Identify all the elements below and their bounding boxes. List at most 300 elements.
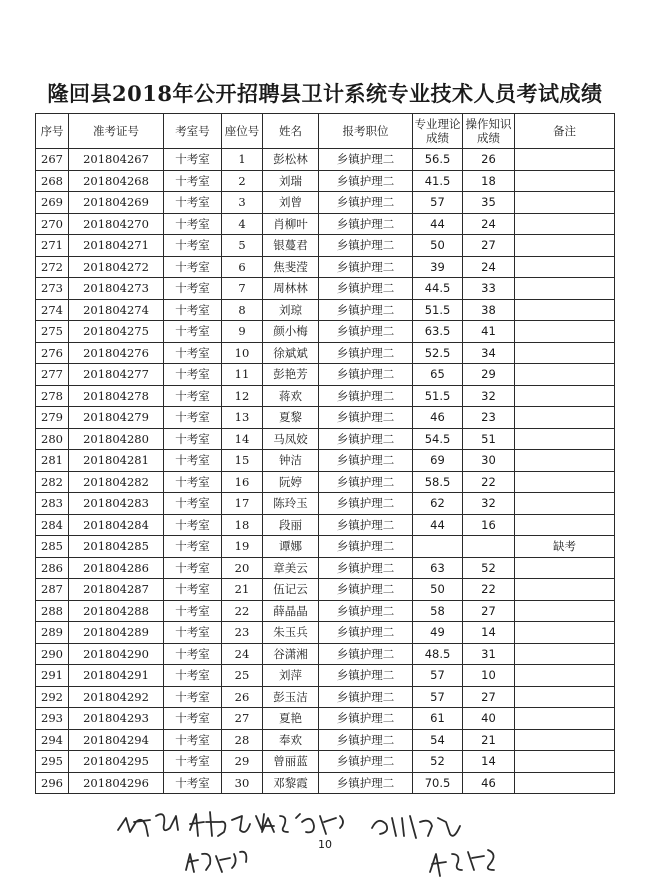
table-row	[36, 213, 615, 235]
cell-ticket-id: 201804281	[69, 450, 164, 472]
cell-practical-score: 27	[463, 600, 515, 622]
cell-theory-score: 63	[413, 557, 463, 579]
table-row	[36, 772, 615, 794]
cell-remarks	[515, 278, 615, 300]
table-row	[36, 256, 615, 278]
cell-theory-score: 57	[413, 192, 463, 214]
cell-theory-score: 50	[413, 579, 463, 601]
cell-room: 十考室	[164, 407, 222, 429]
cell-seat: 9	[222, 321, 263, 343]
cell-theory-score: 69	[413, 450, 463, 472]
cell-seq: 288	[36, 600, 69, 622]
cell-practical-score: 46	[463, 772, 515, 794]
cell-seq: 279	[36, 407, 69, 429]
cell-practical-score: 30	[463, 450, 515, 472]
cell-position: 乡镇护理二	[319, 729, 413, 751]
cell-practical-score: 34	[463, 342, 515, 364]
cell-name: 肖柳叶	[263, 213, 319, 235]
cell-practical-score: 23	[463, 407, 515, 429]
cell-room: 十考室	[164, 643, 222, 665]
cell-remarks	[515, 256, 615, 278]
cell-seat: 26	[222, 686, 263, 708]
cell-position: 乡镇护理二	[319, 407, 413, 429]
cell-name: 蒋欢	[263, 385, 319, 407]
cell-seq: 274	[36, 299, 69, 321]
cell-theory-score: 44.5	[413, 278, 463, 300]
cell-position: 乡镇护理二	[319, 321, 413, 343]
cell-remarks	[515, 729, 615, 751]
cell-remarks	[515, 213, 615, 235]
cell-remarks	[515, 622, 615, 644]
cell-room: 十考室	[164, 385, 222, 407]
cell-theory-score: 70.5	[413, 772, 463, 794]
cell-seat: 14	[222, 428, 263, 450]
cell-seat: 27	[222, 708, 263, 730]
cell-room: 十考室	[164, 235, 222, 257]
cell-seq: 285	[36, 536, 69, 558]
header-theory-score: 专业理论成绩	[413, 114, 463, 149]
cell-theory-score: 58	[413, 600, 463, 622]
cell-seat: 7	[222, 278, 263, 300]
cell-seq: 282	[36, 471, 69, 493]
table-row	[36, 192, 615, 214]
cell-seq: 278	[36, 385, 69, 407]
cell-remarks	[515, 235, 615, 257]
cell-practical-score: 22	[463, 471, 515, 493]
cell-theory-score: 63.5	[413, 321, 463, 343]
table-row	[36, 493, 615, 515]
cell-practical-score: 35	[463, 192, 515, 214]
cell-name: 陈玲玉	[263, 493, 319, 515]
cell-remarks	[515, 450, 615, 472]
cell-name: 谷潇湘	[263, 643, 319, 665]
table-row	[36, 385, 615, 407]
cell-name: 刘瑞	[263, 170, 319, 192]
cell-ticket-id: 201804277	[69, 364, 164, 386]
cell-room: 十考室	[164, 428, 222, 450]
cell-ticket-id: 201804267	[69, 149, 164, 171]
cell-position: 乡镇护理二	[319, 278, 413, 300]
header-position: 报考职位	[319, 114, 413, 149]
cell-ticket-id: 201804295	[69, 751, 164, 773]
table-row	[36, 364, 615, 386]
table-row	[36, 622, 615, 644]
cell-remarks	[515, 600, 615, 622]
cell-practical-score: 22	[463, 579, 515, 601]
cell-seq: 292	[36, 686, 69, 708]
cell-room: 十考室	[164, 471, 222, 493]
cell-name: 彭玉洁	[263, 686, 319, 708]
cell-practical-score: 32	[463, 493, 515, 515]
signature-3	[262, 814, 343, 834]
cell-position: 乡镇护理二	[319, 557, 413, 579]
cell-remarks	[515, 342, 615, 364]
cell-name: 银蔓君	[263, 235, 319, 257]
cell-name: 焦斐滢	[263, 256, 319, 278]
cell-seat: 13	[222, 407, 263, 429]
cell-ticket-id: 201804279	[69, 407, 164, 429]
cell-name: 刘曾	[263, 192, 319, 214]
page-title: 隆回县2018年公开招聘县卫计系统专业技术人员考试成绩	[47, 81, 603, 106]
cell-seq: 268	[36, 170, 69, 192]
cell-seq: 291	[36, 665, 69, 687]
cell-seat: 3	[222, 192, 263, 214]
table-row	[36, 643, 615, 665]
cell-ticket-id: 201804273	[69, 278, 164, 300]
header-ticket-id: 准考证号	[69, 114, 164, 149]
cell-ticket-id: 201804269	[69, 192, 164, 214]
cell-name: 刘萍	[263, 665, 319, 687]
cell-ticket-id: 201804276	[69, 342, 164, 364]
cell-position: 乡镇护理二	[319, 235, 413, 257]
cell-position: 乡镇护理二	[319, 471, 413, 493]
table-row	[36, 235, 615, 257]
cell-ticket-id: 201804272	[69, 256, 164, 278]
cell-position: 乡镇护理二	[319, 213, 413, 235]
cell-practical-score: 38	[463, 299, 515, 321]
cell-seq: 272	[36, 256, 69, 278]
cell-position: 乡镇护理二	[319, 149, 413, 171]
cell-ticket-id: 201804275	[69, 321, 164, 343]
cell-name: 夏艳	[263, 708, 319, 730]
cell-seat: 4	[222, 213, 263, 235]
cell-position: 乡镇护理二	[319, 751, 413, 773]
cell-remarks	[515, 493, 615, 515]
cell-practical-score: 31	[463, 643, 515, 665]
header-room: 考室号	[164, 114, 222, 149]
cell-seat: 19	[222, 536, 263, 558]
cell-position: 乡镇护理二	[319, 192, 413, 214]
score-table	[35, 113, 615, 794]
cell-room: 十考室	[164, 665, 222, 687]
cell-practical-score: 16	[463, 514, 515, 536]
table-row	[36, 665, 615, 687]
header-seat: 座位号	[222, 114, 263, 149]
cell-name: 曾丽蓝	[263, 751, 319, 773]
signature-6	[430, 850, 494, 876]
cell-seq: 290	[36, 643, 69, 665]
cell-seq: 267	[36, 149, 69, 171]
cell-room: 十考室	[164, 686, 222, 708]
cell-room: 十考室	[164, 751, 222, 773]
cell-practical-score: 27	[463, 235, 515, 257]
cell-theory-score: 52	[413, 751, 463, 773]
cell-position: 乡镇护理二	[319, 579, 413, 601]
cell-name: 谭娜	[263, 536, 319, 558]
cell-ticket-id: 201804283	[69, 493, 164, 515]
table-row	[36, 299, 615, 321]
cell-theory-score: 39	[413, 256, 463, 278]
table-row	[36, 579, 615, 601]
cell-seq: 296	[36, 772, 69, 794]
cell-theory-score: 50	[413, 235, 463, 257]
cell-remarks	[515, 192, 615, 214]
cell-seq: 280	[36, 428, 69, 450]
cell-seat: 30	[222, 772, 263, 794]
cell-seq: 273	[36, 278, 69, 300]
cell-room: 十考室	[164, 321, 222, 343]
table-header-row	[36, 114, 615, 149]
cell-remarks	[515, 471, 615, 493]
cell-room: 十考室	[164, 493, 222, 515]
cell-theory-score: 58.5	[413, 471, 463, 493]
cell-theory-score: 57	[413, 686, 463, 708]
cell-practical-score: 14	[463, 622, 515, 644]
cell-name: 刘琼	[263, 299, 319, 321]
cell-theory-score: 51.5	[413, 299, 463, 321]
cell-ticket-id: 201804288	[69, 600, 164, 622]
cell-theory-score: 57	[413, 665, 463, 687]
cell-ticket-id: 201804270	[69, 213, 164, 235]
cell-practical-score: 40	[463, 708, 515, 730]
cell-room: 十考室	[164, 192, 222, 214]
cell-theory-score: 48.5	[413, 643, 463, 665]
cell-seat: 10	[222, 342, 263, 364]
cell-seq: 294	[36, 729, 69, 751]
cell-name: 奉欢	[263, 729, 319, 751]
cell-ticket-id: 201804282	[69, 471, 164, 493]
cell-ticket-id: 201804293	[69, 708, 164, 730]
cell-practical-score	[463, 536, 515, 558]
cell-practical-score: 52	[463, 557, 515, 579]
cell-name: 章美云	[263, 557, 319, 579]
table-row	[36, 536, 615, 558]
header-seq: 序号	[36, 114, 69, 149]
cell-practical-score: 18	[463, 170, 515, 192]
cell-seat: 18	[222, 514, 263, 536]
table-row	[36, 471, 615, 493]
cell-practical-score: 27	[463, 686, 515, 708]
cell-position: 乡镇护理二	[319, 493, 413, 515]
cell-room: 十考室	[164, 579, 222, 601]
cell-room: 十考室	[164, 600, 222, 622]
cell-position: 乡镇护理二	[319, 342, 413, 364]
cell-practical-score: 10	[463, 665, 515, 687]
cell-seat: 5	[222, 235, 263, 257]
cell-seat: 16	[222, 471, 263, 493]
cell-seq: 287	[36, 579, 69, 601]
cell-remarks	[515, 385, 615, 407]
cell-position: 乡镇护理二	[319, 299, 413, 321]
cell-seq: 269	[36, 192, 69, 214]
cell-seat: 8	[222, 299, 263, 321]
cell-remarks	[515, 665, 615, 687]
cell-room: 十考室	[164, 514, 222, 536]
cell-remarks	[515, 170, 615, 192]
cell-position: 乡镇护理二	[319, 428, 413, 450]
cell-remarks	[515, 708, 615, 730]
cell-practical-score: 41	[463, 321, 515, 343]
cell-theory-score	[413, 536, 463, 558]
cell-ticket-id: 201804290	[69, 643, 164, 665]
cell-position: 乡镇护理二	[319, 256, 413, 278]
cell-seat: 11	[222, 364, 263, 386]
cell-remarks	[515, 364, 615, 386]
cell-ticket-id: 201804268	[69, 170, 164, 192]
cell-theory-score: 54	[413, 729, 463, 751]
cell-seat: 1	[222, 149, 263, 171]
table-row	[36, 557, 615, 579]
cell-name: 钟洁	[263, 450, 319, 472]
cell-seq: 283	[36, 493, 69, 515]
cell-ticket-id: 201804296	[69, 772, 164, 794]
cell-name: 颜小梅	[263, 321, 319, 343]
cell-ticket-id: 201804271	[69, 235, 164, 257]
cell-room: 十考室	[164, 213, 222, 235]
cell-room: 十考室	[164, 278, 222, 300]
cell-position: 乡镇护理二	[319, 536, 413, 558]
cell-seat: 28	[222, 729, 263, 751]
cell-position: 乡镇护理二	[319, 385, 413, 407]
table-row	[36, 514, 615, 536]
cell-ticket-id: 201804286	[69, 557, 164, 579]
cell-theory-score: 56.5	[413, 149, 463, 171]
cell-theory-score: 46	[413, 407, 463, 429]
cell-name: 马凤姣	[263, 428, 319, 450]
cell-theory-score: 52.5	[413, 342, 463, 364]
cell-remarks	[515, 428, 615, 450]
cell-practical-score: 32	[463, 385, 515, 407]
cell-room: 十考室	[164, 729, 222, 751]
cell-practical-score: 33	[463, 278, 515, 300]
table-row	[36, 428, 615, 450]
cell-ticket-id: 201804284	[69, 514, 164, 536]
cell-position: 乡镇护理二	[319, 772, 413, 794]
cell-name: 夏黎	[263, 407, 319, 429]
cell-remarks	[515, 299, 615, 321]
cell-remarks	[515, 643, 615, 665]
cell-name: 徐斌斌	[263, 342, 319, 364]
cell-name: 彭松林	[263, 149, 319, 171]
cell-name: 周林林	[263, 278, 319, 300]
cell-remarks	[515, 149, 615, 171]
cell-seat: 2	[222, 170, 263, 192]
cell-seat: 25	[222, 665, 263, 687]
cell-theory-score: 61	[413, 708, 463, 730]
cell-ticket-id: 201804280	[69, 428, 164, 450]
cell-seat: 17	[222, 493, 263, 515]
table-row	[36, 149, 615, 171]
cell-seat: 12	[222, 385, 263, 407]
cell-seat: 20	[222, 557, 263, 579]
cell-room: 十考室	[164, 149, 222, 171]
signature-5	[186, 852, 246, 872]
cell-practical-score: 24	[463, 213, 515, 235]
cell-position: 乡镇护理二	[319, 686, 413, 708]
cell-practical-score: 24	[463, 256, 515, 278]
cell-practical-score: 29	[463, 364, 515, 386]
cell-practical-score: 21	[463, 729, 515, 751]
cell-seq: 281	[36, 450, 69, 472]
cell-seq: 276	[36, 342, 69, 364]
cell-seat: 29	[222, 751, 263, 773]
cell-remarks: 缺考	[515, 536, 615, 558]
cell-theory-score: 62	[413, 493, 463, 515]
cell-ticket-id: 201804294	[69, 729, 164, 751]
cell-theory-score: 51.5	[413, 385, 463, 407]
cell-seq: 271	[36, 235, 69, 257]
cell-name: 邓黎霞	[263, 772, 319, 794]
cell-seat: 15	[222, 450, 263, 472]
cell-seq: 289	[36, 622, 69, 644]
cell-position: 乡镇护理二	[319, 450, 413, 472]
cell-seat: 23	[222, 622, 263, 644]
cell-name: 薛晶晶	[263, 600, 319, 622]
cell-ticket-id: 201804285	[69, 536, 164, 558]
cell-name: 段丽	[263, 514, 319, 536]
cell-position: 乡镇护理二	[319, 600, 413, 622]
cell-position: 乡镇护理二	[319, 665, 413, 687]
table-row	[36, 729, 615, 751]
cell-position: 乡镇护理二	[319, 364, 413, 386]
cell-remarks	[515, 579, 615, 601]
cell-name: 伍记云	[263, 579, 319, 601]
cell-room: 十考室	[164, 342, 222, 364]
signature-4	[372, 816, 460, 838]
cell-room: 十考室	[164, 622, 222, 644]
cell-remarks	[515, 407, 615, 429]
cell-position: 乡镇护理二	[319, 514, 413, 536]
cell-room: 十考室	[164, 450, 222, 472]
cell-theory-score: 44	[413, 213, 463, 235]
cell-theory-score: 65	[413, 364, 463, 386]
cell-theory-score: 44	[413, 514, 463, 536]
cell-practical-score: 26	[463, 149, 515, 171]
cell-room: 十考室	[164, 256, 222, 278]
signature-1	[118, 814, 178, 836]
cell-remarks	[515, 686, 615, 708]
table-row	[36, 686, 615, 708]
cell-room: 十考室	[164, 557, 222, 579]
cell-seat: 22	[222, 600, 263, 622]
table-row	[36, 708, 615, 730]
table-row	[36, 342, 615, 364]
cell-theory-score: 49	[413, 622, 463, 644]
table-row	[36, 170, 615, 192]
cell-ticket-id: 201804278	[69, 385, 164, 407]
cell-room: 十考室	[164, 772, 222, 794]
cell-room: 十考室	[164, 299, 222, 321]
cell-ticket-id: 201804287	[69, 579, 164, 601]
cell-remarks	[515, 514, 615, 536]
cell-name: 彭艳芳	[263, 364, 319, 386]
cell-room: 十考室	[164, 708, 222, 730]
table-row	[36, 751, 615, 773]
cell-seat: 6	[222, 256, 263, 278]
cell-seq: 275	[36, 321, 69, 343]
cell-theory-score: 54.5	[413, 428, 463, 450]
table-row	[36, 407, 615, 429]
cell-seq: 270	[36, 213, 69, 235]
table-row	[36, 600, 615, 622]
cell-practical-score: 14	[463, 751, 515, 773]
cell-ticket-id: 201804291	[69, 665, 164, 687]
header-name: 姓名	[263, 114, 319, 149]
cell-remarks	[515, 557, 615, 579]
cell-seat: 24	[222, 643, 263, 665]
cell-name: 阮婷	[263, 471, 319, 493]
cell-room: 十考室	[164, 364, 222, 386]
cell-theory-score: 41.5	[413, 170, 463, 192]
cell-position: 乡镇护理二	[319, 170, 413, 192]
cell-remarks	[515, 321, 615, 343]
cell-ticket-id: 201804289	[69, 622, 164, 644]
cell-position: 乡镇护理二	[319, 643, 413, 665]
cell-seq: 286	[36, 557, 69, 579]
cell-remarks	[515, 772, 615, 794]
cell-practical-score: 51	[463, 428, 515, 450]
cell-remarks	[515, 751, 615, 773]
